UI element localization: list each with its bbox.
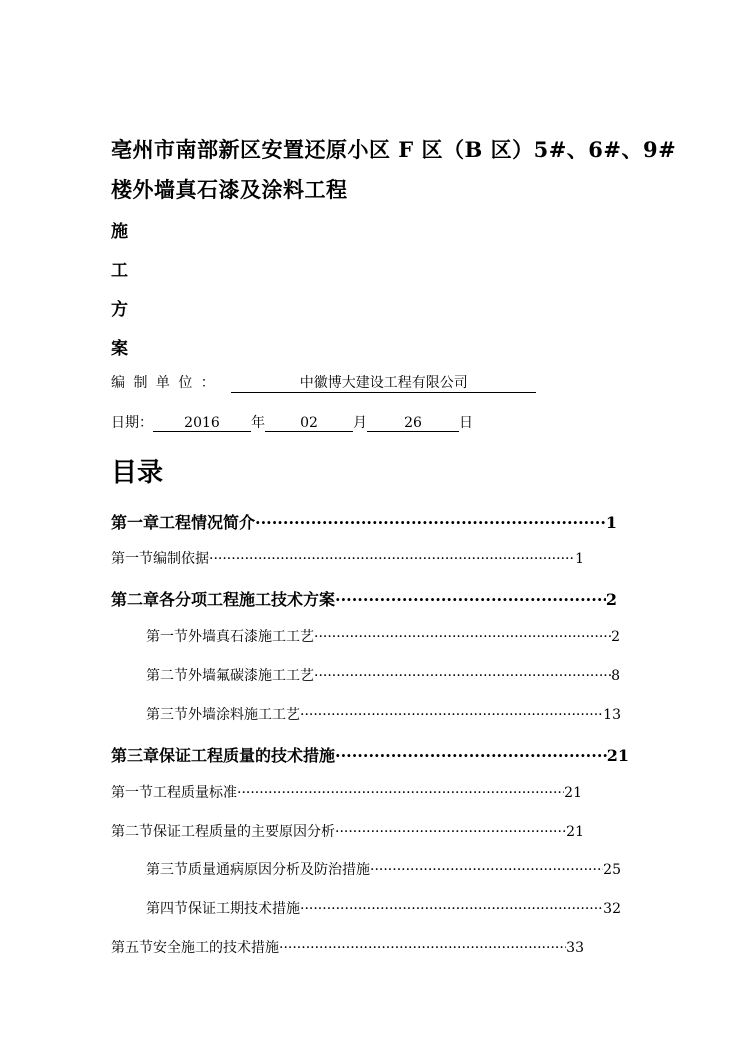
toc-entry-label: 第三章保证工程质量的技术措施	[111, 746, 336, 765]
toc-entry-page: 2	[605, 590, 617, 609]
toc-entry-page: 32	[603, 901, 621, 917]
toc-leader	[335, 824, 566, 840]
toc-entry[interactable]	[111, 937, 584, 957]
date-row	[111, 412, 473, 432]
toc-leader	[279, 940, 566, 956]
toc-leader	[314, 668, 611, 684]
toc-entry-label: 第五节安全施工的技术措施	[111, 940, 279, 956]
toc-leader	[209, 551, 575, 567]
toc-entry[interactable]	[146, 626, 620, 646]
toc-leader	[300, 707, 603, 723]
date-month: 02	[265, 415, 353, 432]
toc-entry-label: 第二节外墙氟碳漆施工工艺	[146, 668, 314, 684]
toc-entry-label: 第一节工程质量标准	[111, 785, 237, 801]
toc-entry-label: 第四节保证工期技术措施	[146, 901, 300, 917]
toc-entry[interactable]	[111, 743, 629, 766]
toc-entry[interactable]	[146, 859, 621, 879]
date-label: 日期：	[111, 415, 153, 431]
toc-entry-page: 25	[603, 862, 621, 878]
toc-leader	[335, 590, 606, 609]
toc-entry-page: 21	[566, 824, 584, 840]
toc-entry[interactable]	[111, 782, 582, 802]
toc-entry-page: 21	[606, 746, 629, 765]
toc-entry-page: 21	[564, 785, 582, 801]
vertical-title-char-4: 案	[111, 339, 128, 359]
vertical-title-char-3: 方	[111, 300, 128, 320]
toc-entry-page: 33	[566, 940, 584, 956]
toc-entry-label: 第一节编制依据	[111, 551, 209, 567]
toc-entry-page: 8	[611, 668, 620, 684]
toc-entry[interactable]	[111, 510, 617, 533]
toc-leader	[314, 629, 611, 645]
toc-entry-label: 第二章各分项工程施工技术方案	[111, 590, 336, 609]
toc-leader	[300, 901, 603, 917]
toc-leader	[255, 513, 606, 532]
date-day: 26	[367, 415, 459, 432]
toc-leader	[370, 862, 603, 878]
toc-entry[interactable]	[146, 704, 621, 724]
toc-entry-label: 第二节保证工程质量的主要原因分析	[111, 824, 335, 840]
toc-entry-label: 第一节外墙真石漆施工工艺	[146, 629, 314, 645]
date-day-unit: 日	[459, 415, 473, 431]
toc-entry-page: 1	[575, 551, 584, 567]
toc-heading: 目录	[111, 458, 164, 488]
date-year-unit: 年	[251, 415, 265, 431]
toc-entry-page: 1	[605, 513, 617, 532]
toc-entry-label: 第一章工程情况简介	[111, 513, 256, 532]
date-month-unit: 月	[353, 415, 367, 431]
toc-leader	[237, 785, 564, 801]
date-year: 2016	[153, 415, 251, 432]
document-title-line2: 楼外墙真石漆及涂料工程	[111, 177, 348, 202]
toc-entry-page: 2	[611, 629, 620, 645]
compiler-row	[111, 372, 536, 393]
vertical-title-char-1: 施	[111, 222, 128, 242]
toc-entry[interactable]	[146, 898, 621, 918]
toc-entry-label: 第三节外墙涂料施工工艺	[146, 707, 300, 723]
toc-entry[interactable]	[146, 665, 620, 685]
toc-leader	[335, 746, 607, 765]
compiler-value: 中徽博大建设工程有限公司	[231, 372, 536, 393]
toc-entry-page: 13	[603, 707, 621, 723]
vertical-title-char-2: 工	[111, 261, 128, 281]
toc-entry[interactable]	[111, 587, 617, 610]
compiler-label: 编 制 单 位 ：	[111, 375, 217, 391]
toc-entry[interactable]	[111, 548, 584, 568]
document-title-line1: 亳州市南部新区安置还原小区 F 区（B 区）5#、6#、9#	[111, 137, 677, 162]
toc-entry-label: 第三节质量通病原因分析及防治措施	[146, 862, 370, 878]
toc-entry[interactable]	[111, 821, 584, 841]
